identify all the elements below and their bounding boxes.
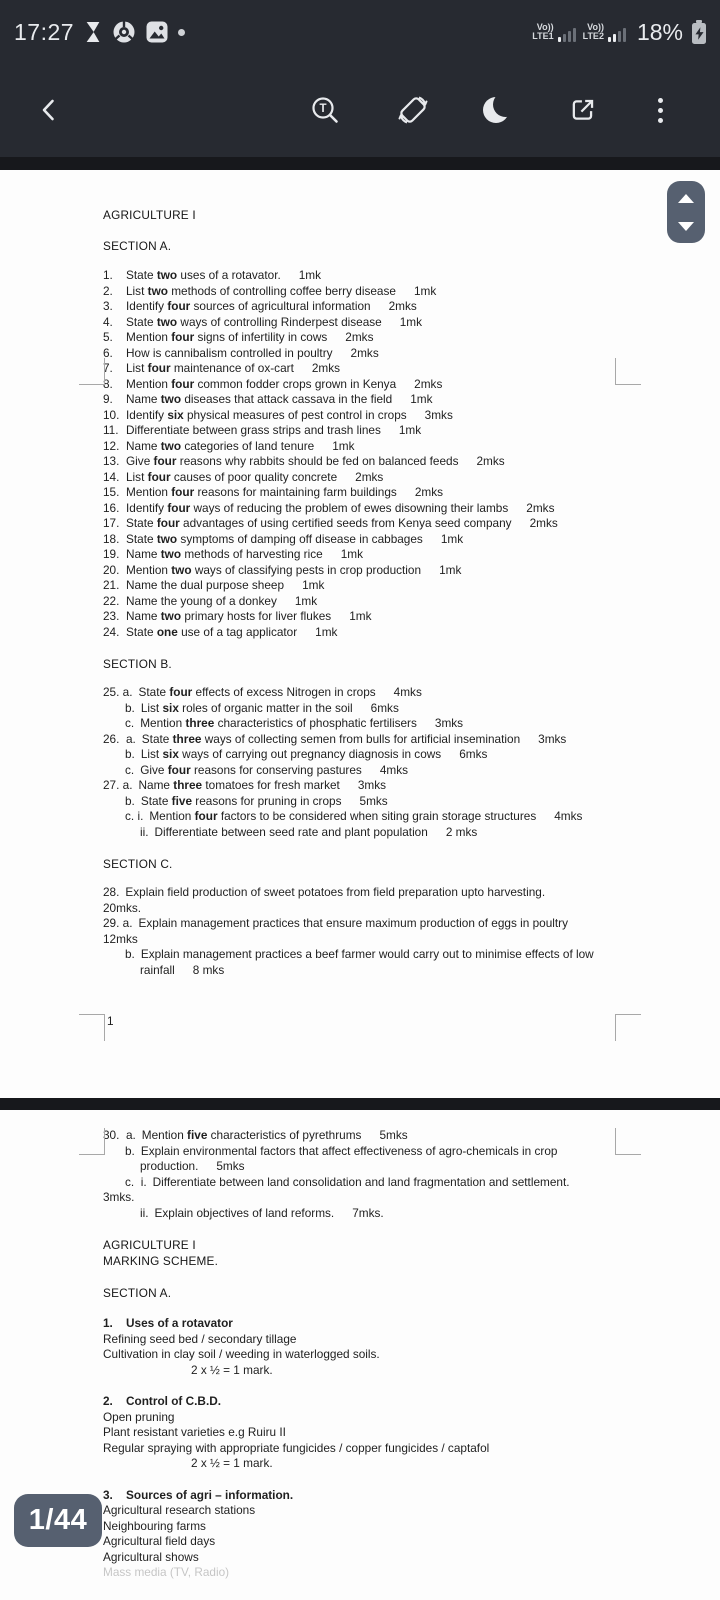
crop-mark-bottom-left <box>79 1014 105 1041</box>
battery-percent: 18% <box>636 18 683 45</box>
answer-line: Neighbouring farms <box>103 1518 206 1533</box>
paper-title: AGRICULTURE I <box>103 208 196 222</box>
question-text: Explain management practices a beef farmer would carry out to minimise effects of low <box>140 947 594 961</box>
crop-mark-top-right <box>615 1128 641 1155</box>
marks: 1mk <box>294 593 318 608</box>
question-line <box>103 377 696 393</box>
marks: 1mk <box>332 438 355 453</box>
question-line <box>103 392 696 408</box>
question-line <box>103 625 696 641</box>
signal-bars-icon <box>608 27 626 42</box>
question-text: How is cannibalism controlled in poultry <box>126 345 333 360</box>
volte2-label: Vo)) <box>587 21 604 32</box>
section-b-questions <box>103 685 696 840</box>
question-text: Differentiate between grass strips and trash lines <box>126 423 381 437</box>
marks-formula: 2 x ½ = 1 mark. <box>191 1362 273 1377</box>
marks: 1mk <box>349 609 372 623</box>
back-icon <box>36 96 62 124</box>
question-number: 2. <box>103 283 113 298</box>
answer-line: Plant resistant varieties e.g Ruiru II <box>103 1425 286 1439</box>
question-text: Explain management practices that ensure maximum production of eggs in poultry <box>138 916 569 930</box>
question-line <box>103 885 696 901</box>
toolbar <box>0 64 720 157</box>
question-label: c. <box>125 716 135 730</box>
night-mode-icon <box>482 95 512 125</box>
question-text: State one use of a tag applicator <box>126 624 298 639</box>
marks: 2mks <box>388 299 417 313</box>
marks: 2mks <box>529 516 558 530</box>
question-label: ii. <box>140 824 149 839</box>
question-line <box>103 346 696 362</box>
svg-text:T: T <box>319 103 327 116</box>
question-text: Name two primary hosts for liver flukes <box>126 609 332 623</box>
question-text: State five reasons for pruning in crops <box>140 793 342 808</box>
question-text: Name two diseases that attack cassava in the field <box>126 392 393 406</box>
crop-mark-bottom-right <box>615 1014 641 1041</box>
marks: 1mk <box>399 314 423 329</box>
marking-scheme-answers <box>103 1316 696 1581</box>
question-text: Name two categories of land tenure <box>126 438 315 453</box>
answer-line: Regular spraying with appropriate fungicides / copper fungicides / captafol <box>103 1440 490 1455</box>
question-number: 1. <box>103 268 113 282</box>
question-text: List six roles of organic matter in the soil <box>140 700 353 715</box>
question-label: 27. a. <box>103 778 133 792</box>
answer-line: Cultivation in clay soil / weeding in waterlogged soils. <box>103 1347 380 1361</box>
question-label: c. i. <box>125 1174 147 1189</box>
question-line <box>103 423 696 439</box>
document-page-2 <box>0 1110 720 1600</box>
question-text: Mention four common fodder crops grown in Kenya <box>126 376 397 391</box>
marks: 1mk <box>302 578 325 592</box>
answer-number: 3. <box>103 1487 113 1502</box>
overflow-menu-button[interactable] <box>638 85 682 135</box>
question-line <box>103 916 696 932</box>
marks-formula: 2 x ½ = 1 mark. <box>191 1456 273 1470</box>
marks: 3mks <box>424 407 453 422</box>
question-text: Explain environmental factors that affect effectiveness of agro-chemicals in crop <box>140 1143 558 1158</box>
marks: 2mks <box>414 485 443 499</box>
marks: 5mks <box>379 1128 408 1142</box>
hourglass-icon <box>83 20 103 44</box>
question-number: 19. <box>103 547 120 561</box>
marks: 5mks <box>216 1159 245 1173</box>
document-page-1 <box>0 170 720 1098</box>
marks: 6mks <box>459 747 488 761</box>
question-number: 18. <box>103 531 120 546</box>
scroll-down-icon <box>678 222 694 231</box>
document-viewer[interactable] <box>0 157 720 1600</box>
answer-title: Uses of a rotavator <box>126 1316 233 1330</box>
question-number: 23. <box>103 609 120 623</box>
rotate-screen-icon <box>397 94 429 126</box>
question-text: 12mks <box>103 931 138 946</box>
question-number: 6. <box>103 345 113 360</box>
answer-heading <box>103 1316 696 1332</box>
answer-heading <box>103 1394 696 1410</box>
question-text: Give four reasons for conserving pastures <box>140 762 362 777</box>
question-text: State two uses of a rotavator. <box>126 268 281 282</box>
gallery-icon <box>145 20 169 44</box>
marks: 3mks <box>538 731 567 746</box>
question-text: State three ways of collecting semen from bulls for artificial insemination <box>141 731 521 746</box>
question-text: 20mks. <box>103 900 142 915</box>
question-label: b. <box>125 1143 135 1158</box>
question-text: State four effects of excess Nitrogen in crops <box>138 685 376 699</box>
answer-title: Control of C.B.D. <box>126 1394 222 1408</box>
question-line <box>103 763 696 779</box>
question-line <box>103 330 696 346</box>
question-text: List two methods of controlling coffee berry disease <box>126 283 396 298</box>
question-line <box>103 609 696 625</box>
question-line <box>103 532 696 548</box>
browser-icon <box>112 20 136 44</box>
question-number: 22. <box>103 593 120 608</box>
question-line <box>103 963 696 979</box>
marks: 2mks <box>476 454 505 468</box>
question-line <box>103 1175 696 1191</box>
question-text: Name two methods of harvesting rice <box>126 547 323 561</box>
scroll-down-button[interactable] <box>671 215 701 237</box>
question-number: 9. <box>103 392 113 406</box>
question-line <box>103 732 696 748</box>
marks: 1mk <box>315 624 338 639</box>
battery-charging-icon <box>692 20 706 44</box>
marks: 2mks <box>414 376 443 391</box>
night-mode-button[interactable] <box>472 85 522 135</box>
question-number: 3. <box>103 299 113 313</box>
question-text: Explain field production of sweet potatoes from field preparation upto harvesting. <box>125 885 546 899</box>
question-line <box>103 825 696 841</box>
question-number: 14. <box>103 469 120 484</box>
page-indicator-badge[interactable]: 1/44 <box>14 1494 102 1547</box>
question-line <box>103 747 696 763</box>
notification-dot <box>178 29 185 36</box>
question-text: Identify four sources of agricultural information <box>126 299 371 313</box>
question-line <box>103 1128 696 1144</box>
question-line <box>103 361 696 377</box>
question-number: 15. <box>103 485 120 499</box>
marks: 4mks <box>379 762 409 777</box>
question-number: 21. <box>103 578 120 592</box>
question-number: 10. <box>103 407 120 422</box>
question-number: 17. <box>103 516 120 530</box>
question-line <box>103 578 696 594</box>
question-number: 5. <box>103 330 113 344</box>
question-line <box>103 408 696 424</box>
answer-number: 2. <box>103 1394 113 1408</box>
crop-mark-top-left <box>79 358 105 385</box>
page-footer-number: 1 <box>107 1014 114 1028</box>
question-text: Mention four factors to be considered when siting grain storage structures <box>149 809 537 823</box>
question-line <box>103 454 696 470</box>
question-line <box>103 563 696 579</box>
question-number: 13. <box>103 454 120 468</box>
question-line <box>103 794 696 810</box>
marks: 1mk <box>340 547 363 561</box>
question-number: 12. <box>103 438 120 453</box>
question-text: production. <box>140 1159 199 1173</box>
question-line <box>103 1190 696 1206</box>
question-line <box>103 809 696 825</box>
marks: 1mk <box>439 562 462 577</box>
answer-line: Mass media (TV, Radio) <box>103 1565 230 1579</box>
section-a-heading: SECTION A. <box>103 239 172 253</box>
text-search-button[interactable] <box>300 85 350 135</box>
question-line <box>103 947 696 963</box>
question-line <box>103 716 696 732</box>
open-external-icon <box>569 96 597 124</box>
question-number: 7. <box>103 361 113 375</box>
question-line <box>103 932 696 948</box>
answer-line: Open pruning <box>103 1409 175 1424</box>
section-c-questions <box>103 885 696 978</box>
question-line <box>103 501 696 517</box>
question-line <box>103 299 696 315</box>
question-text: rainfall <box>140 962 175 977</box>
question-label: 29. a. <box>103 916 133 930</box>
marks: 1mk <box>298 268 322 282</box>
question-label: ii. <box>140 1205 149 1220</box>
marking-scheme-title: AGRICULTURE I <box>103 1238 196 1252</box>
scroll-widget <box>667 181 705 243</box>
question-text: Differentiate between land consolidation and land fragmentation and settlement. <box>152 1174 570 1189</box>
question-text: List six ways of carrying out pregnancy diagnosis in cows <box>140 747 442 761</box>
answer-line: Agricultural research stations <box>103 1503 256 1517</box>
question-line <box>103 778 696 794</box>
answer-line: Agricultural shows <box>103 1549 199 1564</box>
marks: 1mk <box>413 283 437 298</box>
marks: 7mks. <box>352 1205 384 1220</box>
marks: 6mks <box>370 700 399 715</box>
question-line <box>103 901 696 917</box>
marks: 4mks <box>393 685 422 699</box>
question-line <box>103 284 696 300</box>
question-label: 30. a. <box>103 1128 136 1142</box>
question-text: Explain objectives of land reforms. <box>154 1205 335 1220</box>
question-30 <box>103 1128 696 1221</box>
signal-lte2 <box>583 23 626 42</box>
question-label: c. <box>125 762 135 777</box>
section-a-questions <box>103 268 696 640</box>
answer-line: Refining seed bed / secondary tillage <box>103 1331 297 1346</box>
marks: 2 mks <box>445 824 478 839</box>
answer-title: Sources of agri – information. <box>126 1487 294 1502</box>
question-text: Name the dual purpose sheep <box>126 578 285 592</box>
marking-scheme-section-heading: SECTION A. <box>103 1286 172 1300</box>
marks: 3mks <box>357 778 386 792</box>
marks: 2mks <box>526 500 555 515</box>
marks: 1mk <box>398 423 422 437</box>
answer-number: 1. <box>103 1316 113 1330</box>
question-line <box>103 547 696 563</box>
section-b-heading: SECTION B. <box>103 657 172 671</box>
status-bar <box>0 0 720 64</box>
answer-heading <box>103 1488 696 1504</box>
question-number: 24. <box>103 624 120 639</box>
question-line <box>103 594 696 610</box>
question-text: State two symptoms of damping off disease in cabbages <box>126 531 423 546</box>
marks: 4mks <box>554 809 583 823</box>
question-line <box>103 701 696 717</box>
question-line <box>103 1144 696 1160</box>
question-number: 4. <box>103 314 113 329</box>
question-line <box>103 1159 696 1175</box>
crop-mark-top-left <box>79 1128 105 1155</box>
marking-scheme-subtitle: MARKING SCHEME. <box>103 1254 219 1268</box>
answer-line: Agricultural field days <box>103 1534 216 1548</box>
marks: 3mks <box>434 716 464 730</box>
question-line <box>103 268 696 284</box>
question-label: 26. a. <box>103 731 136 746</box>
scroll-up-button[interactable] <box>671 187 701 209</box>
marks: 2mks <box>350 345 379 360</box>
question-text: Mention two ways of classifying pests in crop production <box>126 562 422 577</box>
marks: 2mks <box>345 330 374 344</box>
question-line <box>103 439 696 455</box>
text-search-icon <box>310 95 340 125</box>
question-text: 3mks. <box>103 1190 135 1204</box>
signal-bars-icon <box>558 27 576 42</box>
crop-mark-top-right <box>615 358 641 385</box>
question-label: b. <box>125 700 135 715</box>
back-button[interactable] <box>24 85 74 135</box>
question-number: 11. <box>103 423 119 437</box>
marks: 5mks <box>359 793 388 808</box>
question-line <box>103 315 696 331</box>
question-text: Mention four signs of infertility in cows <box>126 330 328 344</box>
question-label: b. <box>125 747 135 761</box>
question-text: Identify six physical measures of pest control in crops <box>126 407 407 422</box>
overflow-menu-icon <box>658 98 663 123</box>
marks: 2mks <box>311 361 341 375</box>
open-external-button[interactable] <box>558 85 608 135</box>
question-label: 25. a. <box>103 685 133 699</box>
marks: 8 mks <box>192 962 225 977</box>
question-label: b. <box>125 947 135 961</box>
question-text: State two ways of controlling Rinderpest disease <box>126 314 382 329</box>
question-text: List four causes of poor quality concrete <box>126 469 338 484</box>
section-c-heading: SECTION C. <box>103 857 173 871</box>
question-label: c. i. <box>125 809 144 823</box>
marks: 2mks <box>355 469 384 484</box>
question-text: Mention five characteristics of pyrethrums <box>141 1128 362 1142</box>
marks: 1mk <box>440 531 464 546</box>
question-text: State four advantages of using certified seeds from Kenya seed company <box>126 516 512 530</box>
signal-lte1 <box>532 23 575 42</box>
question-line <box>103 516 696 532</box>
scroll-up-icon <box>678 194 694 203</box>
question-text: List four maintenance of ox-cart <box>126 361 294 375</box>
lte1-label: LTE1 <box>532 31 554 41</box>
question-line <box>103 470 696 486</box>
question-text: Give four reasons why rabbits should be fed on balanced feeds <box>126 454 459 468</box>
question-label: 28. <box>103 885 120 899</box>
question-label: b. <box>125 793 135 808</box>
question-number: 16. <box>103 500 120 515</box>
question-text: Name three tomatoes for fresh market <box>138 778 340 792</box>
question-line <box>103 1206 696 1222</box>
marks: 1mk <box>410 392 433 406</box>
question-text: Identify four ways of reducing the problem of ewes disowning their lambs <box>126 500 509 515</box>
question-line <box>103 685 696 701</box>
question-text: Mention four reasons for maintaining farm buildings <box>126 485 397 499</box>
question-text: Mention three characteristics of phosphatic fertilisers <box>140 716 417 730</box>
rotate-screen-button[interactable] <box>388 85 438 135</box>
question-text: Differentiate between seed rate and plant population <box>154 824 428 839</box>
question-number: 8. <box>103 376 113 391</box>
lte2-label: LTE2 <box>582 31 604 41</box>
question-text: Name the young of a donkey <box>126 593 277 608</box>
question-line <box>103 485 696 501</box>
clock: 17:27 <box>14 18 75 45</box>
question-number: 20. <box>103 562 120 577</box>
volte1-label: Vo)) <box>536 21 554 32</box>
